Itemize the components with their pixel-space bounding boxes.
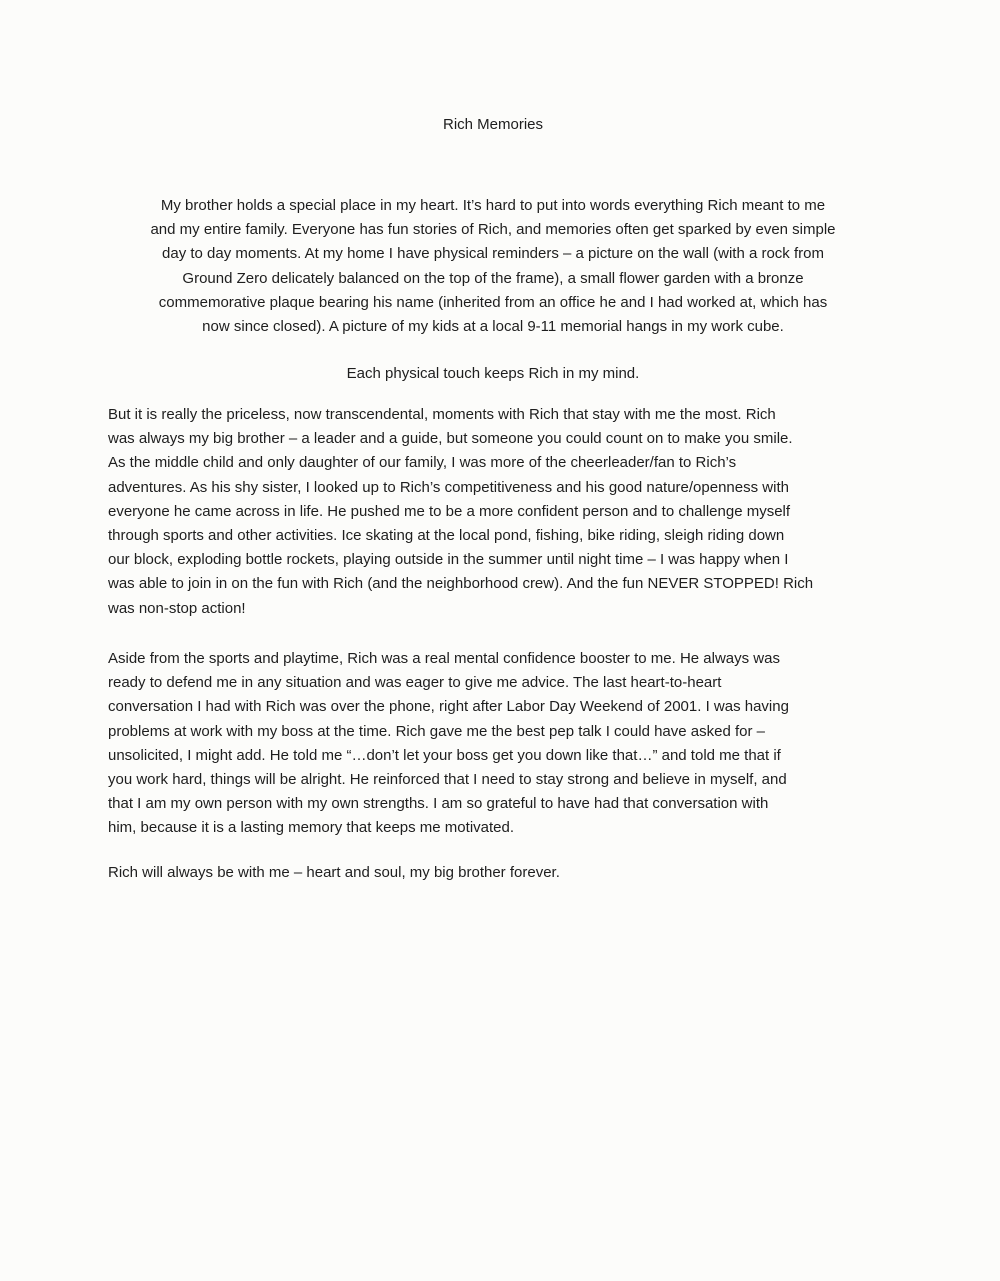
text-line: through sports and other activities. Ice skating at the local pond, fishing, bike riding, sleigh riding down [108,527,785,545]
text-line: problems at work with my boss at the time. Rich gave me the best pep talk I could have asked for – [108,722,765,740]
text-line: commemorative plaque bearing his name (inherited from an office he and I had worked at, which has [158,293,828,311]
text-line: was non-stop action! [108,599,246,617]
closing-line: Rich will always be with me – heart and soul, my big brother forever. [108,864,560,881]
text-line: everyone he came across in life. He pushed me to be a more confident person and to challenge myself [108,502,791,520]
memories-paragraph [108,403,888,621]
page-title: Rich Memories [442,116,544,133]
physical-touch-line: Each physical touch keeps Rich in my mind. [346,365,640,382]
text-line: Ground Zero delicately balanced on the top of the frame), a small flower garden with a bronze [182,269,804,287]
text-line: that I am my own person with my own strengths. I am so grateful to have had that conversation with [108,795,769,813]
text-line: But it is really the priceless, now transcendental, moments with Rich that stay with me the most. Rich [108,406,776,423]
text-line: and my entire family. Everyone has fun stories of Rich, and memories often get sparked by even simple [150,221,836,239]
text-line: was always my big brother – a leader and a guide, but someone you could count on to make you smile. [108,430,793,448]
text-line: adventures. As his shy sister, I looked up to Rich’s competitiveness and his good nature/openness with [108,478,789,496]
text-line: our block, exploding bottle rockets, playing outside in the summer until night time – I was happy when I [108,551,789,569]
text-line: was able to join in on the fun with Rich (and the neighborhood crew). And the fun NEVER STOPPED! Rich [108,575,814,593]
text-line: My brother holds a special place in my heart. It’s hard to put into words everything Rich meant to me [160,197,826,214]
text-line: As the middle child and only daughter of our family, I was more of the cheerleader/fan to Rich’s [108,454,737,472]
text-line: conversation I had with Rich was over the phone, right after Labor Day Weekend of 2001. I was having [108,698,789,716]
text-line: him, because it is a lasting memory that keeps me motivated. [108,819,515,837]
text-line: ready to defend me in any situation and was eager to give me advice. The last heart-to-heart [108,674,722,692]
text-line: unsolicited, I might add. He told me “…don’t let your boss get you down like that…” and told me that if [108,746,781,764]
text-line: now since closed). A picture of my kids at a local 9-11 memorial hangs in my work cube. [202,318,784,336]
text-line: day to day moments. At my home I have physical reminders – a picture on the wall (with a rock from [162,245,824,263]
intro-paragraph [108,194,878,339]
confidence-paragraph [108,647,888,841]
text-line: Aside from the sports and playtime, Rich was a real mental confidence booster to me. He always was [108,650,780,667]
text-line: you work hard, things will be alright. He reinforced that I need to stay strong and believe in myself, and [108,771,787,789]
